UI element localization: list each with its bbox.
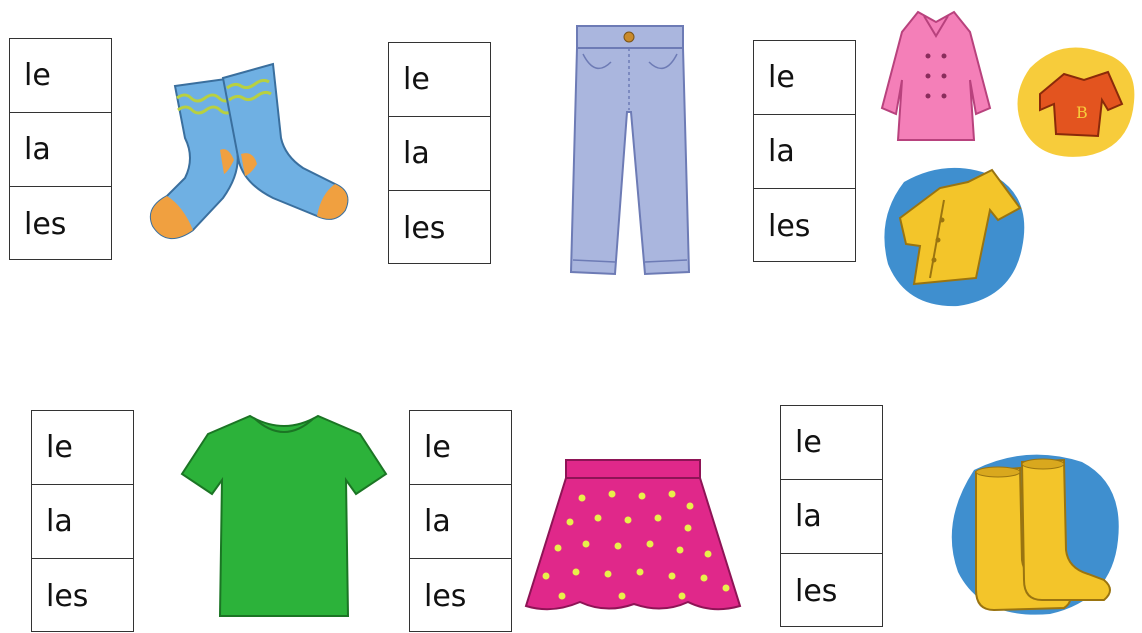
rain-boots-icon xyxy=(946,450,1126,620)
jeans-icon xyxy=(565,22,695,284)
svg-text:B: B xyxy=(1076,103,1088,122)
option-le[interactable]: le xyxy=(389,43,490,117)
option-les[interactable]: les xyxy=(24,206,67,242)
red-jacket-icon xyxy=(1010,38,1142,166)
option-le[interactable]: le xyxy=(32,411,133,485)
option-les[interactable]: les xyxy=(403,210,446,246)
t-shirt-icon xyxy=(180,412,388,620)
option-la[interactable]: la xyxy=(389,117,490,191)
choice-box-t-shirt xyxy=(31,410,134,632)
pink-coat-icon xyxy=(878,6,993,144)
option-la[interactable]: la xyxy=(410,485,511,559)
option-le[interactable]: le xyxy=(781,406,882,480)
option-les[interactable]: les xyxy=(795,573,838,609)
choice-box-jeans xyxy=(388,42,491,264)
yellow-raincoat-icon xyxy=(880,160,1030,310)
option-la[interactable]: la xyxy=(781,480,882,554)
option-la[interactable]: la xyxy=(32,485,133,559)
socks-icon xyxy=(145,58,355,248)
option-la[interactable]: la xyxy=(754,115,855,189)
choice-box-boots xyxy=(780,405,883,627)
choice-box-skirt xyxy=(409,410,512,632)
option-le[interactable]: le xyxy=(10,39,111,113)
option-les[interactable]: les xyxy=(46,578,89,614)
choice-box-coats xyxy=(753,40,856,262)
option-les[interactable]: les xyxy=(768,208,811,244)
choice-box-socks xyxy=(9,38,112,260)
option-la[interactable]: la xyxy=(10,113,111,187)
option-le[interactable]: le xyxy=(754,41,855,115)
option-le[interactable]: le xyxy=(410,411,511,485)
option-les[interactable]: les xyxy=(424,578,467,614)
skirt-icon xyxy=(522,458,744,614)
